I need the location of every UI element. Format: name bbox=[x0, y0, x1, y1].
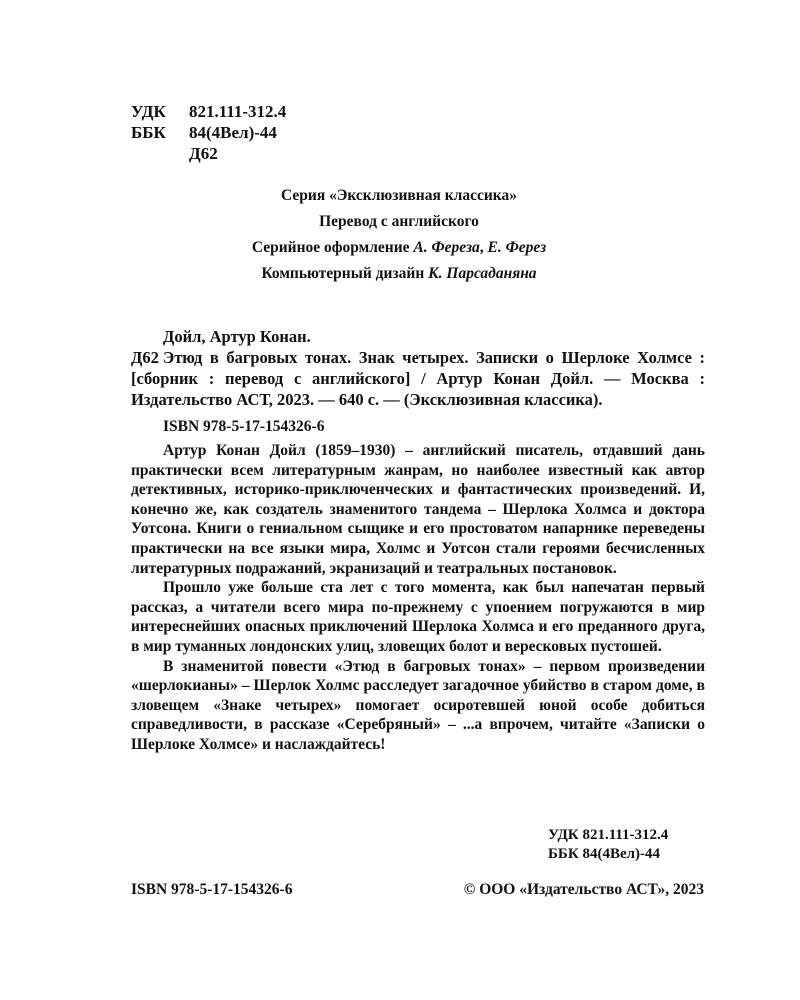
annotation-paragraph-2: Прошло уже больше ста лет с того момента, как был напечатан первый рассказ, а читатели всего мира по-прежнему с упоением погружаются в мир интереснейших опасных приключений Шерлока Холмса и его преданного друга, в мир туманных лондонских улиц, зловещих болот и вересковых пустошей. bbox=[131, 579, 705, 655]
card-code: Д62 bbox=[131, 348, 159, 367]
cover-design-label: Серийное оформление bbox=[251, 239, 414, 256]
udk-row bbox=[131, 101, 286, 122]
udk-value: 821.111-312.4 bbox=[189, 102, 287, 121]
card-entry-text: Этюд в багровых тонах. Знак четырех. Записки о Шерлоке Холмсе : [сборник : перевод с английского] / Артур Конан Дойл. — Москва : Издательство АСТ, 2023. — 640 с. — (Эксклюзивная классика). bbox=[131, 348, 705, 409]
footer-isbn: ISBN 978-5-17-154326-6 bbox=[131, 881, 293, 898]
computer-design-line bbox=[131, 261, 667, 287]
card-classification-codes bbox=[548, 826, 668, 864]
bbk-label: ББК bbox=[131, 123, 166, 142]
bbk-value: 84(4Вел)-44 bbox=[189, 123, 277, 142]
card-author: Дойл, Артур Конан. bbox=[163, 327, 311, 346]
translation-line: Перевод с английского bbox=[319, 213, 479, 230]
cover-designer-2: Е. Ферез bbox=[487, 239, 547, 256]
card-udk: УДК 821.111-312.4 bbox=[548, 827, 669, 843]
computer-designer: К. Парсаданяна bbox=[428, 265, 537, 282]
card-bbk: ББК 84(4Вел)-44 bbox=[548, 846, 661, 862]
cover-designer-1: А. Фереза bbox=[413, 239, 480, 256]
annotation-paragraph-3: В знаменитой повести «Этюд в багровых тонах» – первом произведении «шерлокианы» – Шерлок Холмс расследует загадочное убийство в старом доме, в зловещем «Знаке четырех» помогает осиротевшей юной особе добиться справедливости, в рассказе «Серебряный» – ...а впрочем, читайте «Записки о Шерлоке Холмсе» и наслаждайтесь! bbox=[131, 657, 705, 753]
cover-design-separator: , bbox=[479, 239, 488, 256]
classification-codes bbox=[131, 101, 286, 164]
card-entry bbox=[131, 347, 705, 410]
credits-block bbox=[131, 183, 667, 287]
udk-label: УДК bbox=[131, 102, 166, 121]
annotation-paragraph-1: Артур Конан Дойл (1859–1930) – английский писатель, отдавший дань практически всем литературным жанрам, но наиболее известный как автор детективных, историко-приключенческих и фантастических произведений. И, конечно же, как создатель знаменитого тандема – Шерлока Холмса и доктора Уотсона. Книги о гениальном сыщике и его простоватом напарнике переведены практически на все языки мира, Холмс и Уотсон стали героями бесчисленных литературных подражаний, экранизаций и театральных постановок. bbox=[131, 442, 705, 577]
series-line: Серия «Эксклюзивная классика» bbox=[281, 187, 517, 204]
bbk-row bbox=[131, 122, 286, 143]
card-isbn: ISBN 978-5-17-154326-6 bbox=[163, 418, 325, 435]
catalog-card bbox=[131, 326, 705, 755]
computer-design-label: Компьютерный дизайн bbox=[261, 265, 429, 282]
footer-copyright: © ООО «Издательство АСТ», 2023 bbox=[463, 881, 704, 898]
cover-design-line bbox=[131, 235, 667, 261]
author-code: Д62 bbox=[189, 144, 218, 163]
